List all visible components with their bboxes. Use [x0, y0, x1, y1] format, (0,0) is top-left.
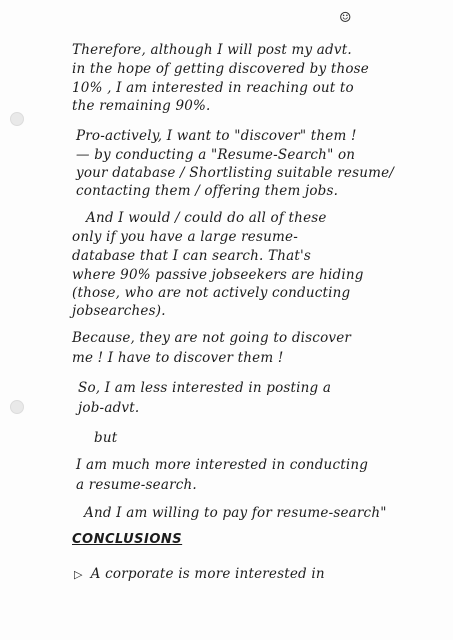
punch-hole-bottom [10, 400, 24, 414]
text-line: — by conducting a "Resume-Search" on [76, 147, 356, 163]
text-line: And I am willing to pay for resume-search" [84, 505, 387, 521]
text-line: where 90% passive jobseekers are hiding [72, 267, 364, 283]
text-line: the remaining 90%. [72, 98, 211, 114]
text-line: a resume-search. [76, 477, 197, 493]
text-line: (those, who are not actively conducting [72, 285, 351, 301]
text-line: Pro-actively, I want to "discover" them ! [76, 128, 357, 144]
corner-smiley-mark: ☺ [339, 10, 352, 26]
text-line: jobsearches). [72, 303, 166, 319]
text-line: Because, they are not going to discover [72, 330, 352, 346]
text-line: in the hope of getting discovered by those [72, 61, 369, 77]
text-line: your database / Shortlisting suitable resume/ [76, 165, 395, 181]
triangle-bullet-icon: ▷ [74, 568, 83, 581]
text-line: only if you have a large resume- [72, 229, 298, 245]
bullet-text: A corporate is more interested in [90, 566, 325, 582]
text-line: but [94, 430, 118, 446]
text-line: So, I am less interested in posting a [78, 380, 332, 396]
bullet-item [74, 566, 325, 583]
text-line: I am much more interested in conducting [76, 457, 369, 473]
text-line: me ! I have to discover them ! [72, 350, 284, 366]
text-line: job-advt. [78, 400, 140, 416]
text-line: Therefore, although I will post my advt. [72, 42, 352, 58]
punch-hole-top [10, 112, 24, 126]
text-line: 10% , I am interested in reaching out to [72, 80, 354, 96]
text-line: contacting them / offering them jobs. [76, 183, 339, 199]
conclusions-heading: CONCLUSIONS [72, 532, 183, 547]
text-line: database that I can search. That's [72, 248, 312, 264]
text-line: And I would / could do all of these [86, 210, 327, 226]
